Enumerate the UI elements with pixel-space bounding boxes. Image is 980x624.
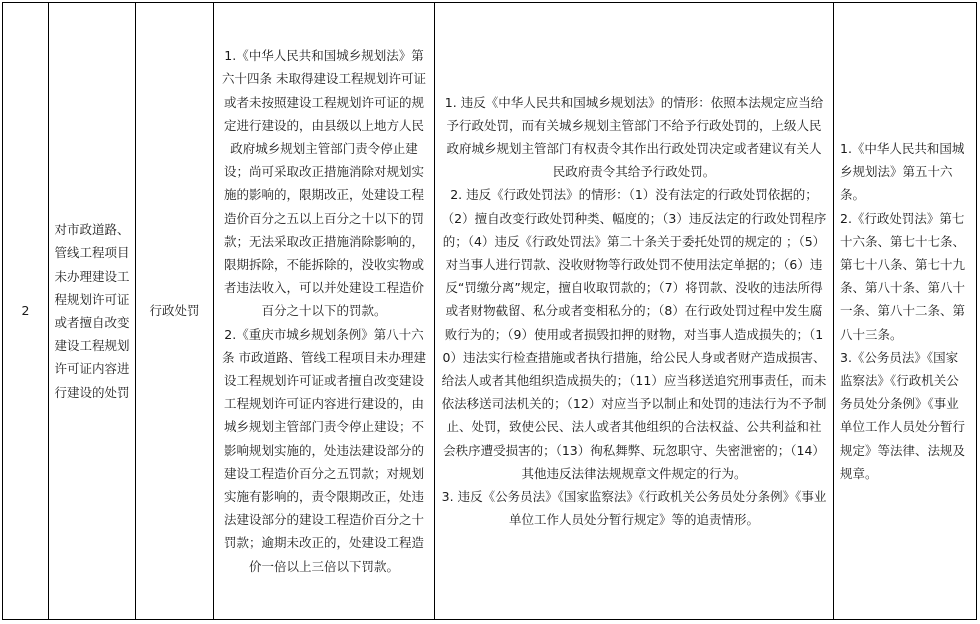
basis-paragraph: 1.《中华人民共和国城乡规划法》第六十四条 未取得建设工程规划许可证或者未按照建设工程规划许可证的规定进行建设的，由县级以上地方人民政府城乡规划主管部门责令停止建设；尚可采取改正措施消除对规划实施的影响的，限期改正，处建设工程造价百分之五以上百分之十以下的罚款；无法采取改正措施消除影响的，限期拆除，不能拆除的，没收实物或者违法收入，可以并处建设工程造价百分之十以下的罚款。: [222, 48, 426, 319]
basis-paragraph: 2.《重庆市城乡规划条例》第八十六条 市政道路、管线工程项目未办理建设工程规划许可证或者擅自改变建设工程规划许可证内容进行建设的，由城乡规划主管部门责令停止建设；不影响规划实施的，处违法建设部分的建设工程造价百分之五罚款；对规划实施有影响的，责令限期改正，处违法建设部分的建设工程造价百分之十罚款；逾期未改正的，处建设工程造价一倍以上三倍以下罚款。: [222, 326, 426, 574]
accountability-paragraph: 3. 违反《公务员法》《国家监察法》《行政机关公务员处分条例》《事业单位工作人员处分暂行规定》等的追责情形。: [441, 489, 827, 528]
accountability-cell: [435, 3, 834, 620]
category-cell: 行政处罚: [136, 3, 214, 620]
legal-basis-paragraph: 1.《中华人民共和国城乡规划法》第五十六条。: [840, 140, 965, 203]
accountability-paragraph: 2. 违反《行政处罚法》的情形：（1）没有法定的行政处罚依据的；（2）擅自改变行政处罚种类、幅度的；（3）违反法定的行政处罚程序的；（4）违反《行政处罚法》第二十条关于委托处罚的规定的 ；（5）对当事人进行罚款、没收财物等行政处罚不使用法定单据的；（6）违反“罚缴分离”规定，擅自收取罚款的；（7）将罚款、没收的违法所得或者财物截留、私分或者变相私分的；（8）在行政处罚过程中发生腐败行为的；（9）使用或者损毁扣押的财物，对当事人造成损失的；（10）违法实行检查措施或者执行措施，给公民人身或者财产造成损害、给法人或者其他组织造成损失的；（11）应当移送追究刑事责任，而未依法移送司法机关的；（12）对应当予以制止和处罚的违法行为不予制止、处罚，致使公民、法人或者其他组织的合法权益、公共利益和社会秩序遭受损害的；（13）徇私舞弊、玩忽职守、失密泄密的；（14）其他违反法律法规规章文件规定的行为。: [441, 187, 827, 481]
item-name-cell: 对市政道路、管线工程项目未办理建设工程规划许可证或者擅自改变建设工程规划许可证内容进行建设的处罚: [49, 3, 136, 620]
accountability-paragraph: 1. 违反《中华人民共和国城乡规划法》的情形：依照本法规定应当给予行政处罚，而有关城乡规划主管部门不给予行政处罚的，上级人民政府城乡规划主管部门有权责令其作出行政处罚决定或者建议有关人民政府责令其给予行政处罚。: [444, 94, 824, 180]
row-number: 2: [3, 3, 49, 620]
accountability-table: [2, 2, 977, 620]
legal-basis-cell: [834, 3, 977, 620]
table-row: [3, 3, 977, 620]
legal-basis-paragraph: 2.《行政处罚法》第七十六条、第七十七条、第七十八条、第七十九条、第八十条、第八十一条、第八十二条、第八十三条。: [840, 210, 966, 342]
legal-basis-paragraph: 3.《公务员法》《国家监察法》《行政机关公务员处分条例》《事业单位工作人员处分暂行规定》等法律、法规及规章。: [840, 349, 966, 481]
basis-cell: [214, 3, 435, 620]
